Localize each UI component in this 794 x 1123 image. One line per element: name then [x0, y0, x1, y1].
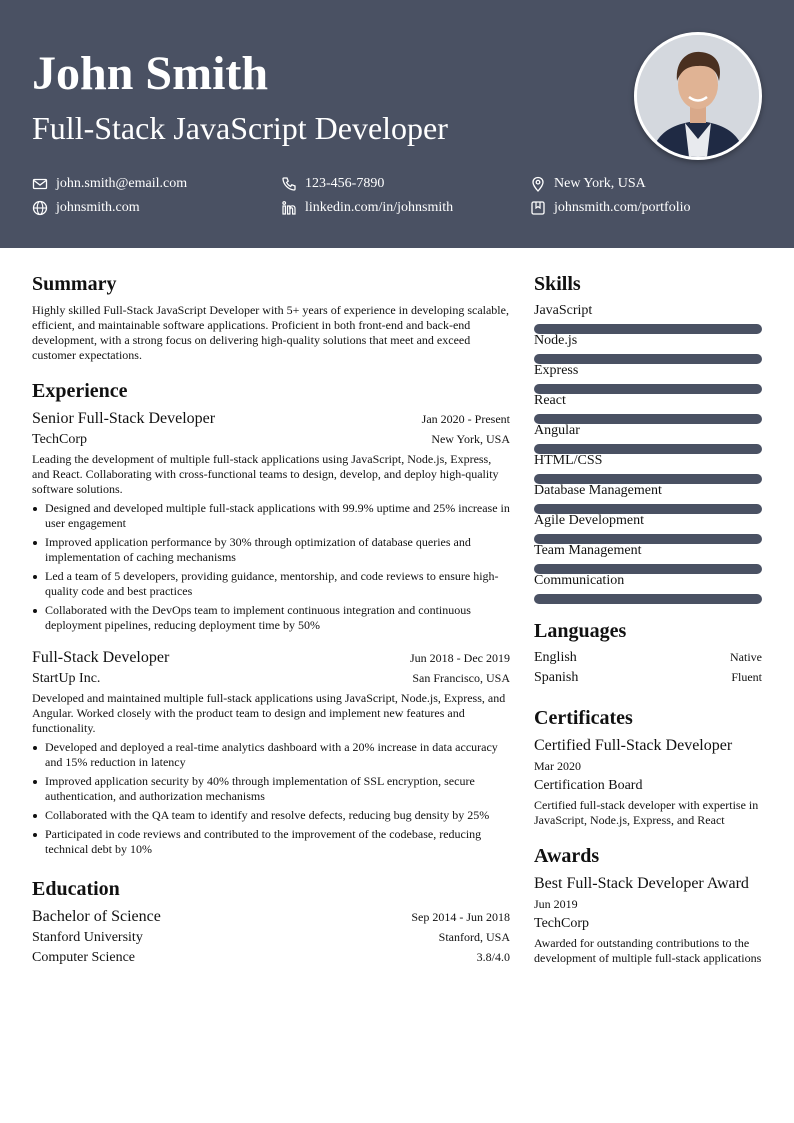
candidate-title: Full-Stack JavaScript Developer — [32, 110, 448, 146]
language-item — [534, 669, 762, 687]
certificate-name: Certified Full-Stack Developer — [534, 737, 733, 754]
job-dates: Jan 2020 - Present — [421, 412, 510, 426]
language-level: Fluent — [731, 670, 762, 684]
achievement-item: Developed and deployed a real-time analytics dashboard with a 20% increase in data accuracy and 15% reduction in latency — [45, 740, 510, 770]
skill-item — [534, 422, 762, 454]
job-achievements — [32, 501, 510, 637]
job-dates: Jun 2018 - Dec 2019 — [410, 651, 510, 665]
certificate-date: Mar 2020 — [534, 759, 581, 773]
skill-item — [534, 572, 762, 604]
contact-portfolio-text: johnsmith.com/portfolio — [554, 200, 691, 215]
language-name: English — [534, 650, 577, 665]
achievement-item: Participated in code reviews and contributed to the improvement of the codebase, reducing technical debt by 10% — [45, 827, 510, 857]
education-field-row — [32, 949, 510, 967]
profile-photo — [634, 32, 762, 160]
skill-item — [534, 332, 762, 364]
education-heading: Education — [32, 878, 120, 900]
award-name: Best Full-Stack Developer Award — [534, 875, 749, 892]
awards-heading: Awards — [534, 845, 600, 867]
award-issuer: TechCorp — [534, 916, 590, 931]
certificate-description: Certified full-stack developer with expertise in JavaScript, Node.js, Express, and React — [534, 798, 759, 827]
skill-item — [534, 482, 762, 514]
linkedin-icon — [281, 200, 297, 216]
contact-location-text: New York, USA — [554, 176, 646, 191]
achievement-item: Improved application performance by 30% through optimization of database queries and implementation of caching mechanisms — [45, 535, 510, 565]
job-title: Full-Stack Developer — [32, 649, 170, 666]
education-location: Stanford, USA — [438, 930, 510, 944]
phone-icon — [281, 176, 297, 192]
education-school-row — [32, 929, 510, 947]
skill-item — [534, 362, 762, 394]
achievement-item: Improved application security by 40% through implementation of SSL encryption, secure authentication, and authorization mechanisms — [45, 774, 510, 804]
experience-heading: Experience — [32, 380, 128, 402]
skill-name: HTML/CSS — [534, 453, 603, 468]
job-company-row — [32, 431, 510, 449]
contact-email[interactable] — [32, 175, 187, 193]
contact-website[interactable] — [32, 199, 140, 217]
achievement-item: Collaborated with the QA team to identify and resolve defects, reducing bug density by 25% — [45, 808, 510, 823]
job-company: TechCorp — [32, 432, 88, 447]
location-icon — [530, 176, 546, 192]
skill-name: Team Management — [534, 543, 642, 558]
achievement-item: Designed and developed multiple full-stack applications with 99.9% uptime and 25% increase in user engagement — [45, 501, 510, 530]
person-photo-icon — [637, 35, 759, 157]
contact-location — [530, 175, 646, 193]
contact-phone[interactable] — [281, 175, 384, 193]
candidate-name: John Smith — [32, 47, 269, 100]
skill-item — [534, 452, 762, 484]
contact-website-text: johnsmith.com — [56, 200, 140, 215]
job-company: StartUp Inc. — [32, 671, 101, 686]
job-title: Senior Full-Stack Developer — [32, 410, 216, 427]
summary-text: Highly skilled Full-Stack JavaScript Developer with 5+ years of experience in developing scalable, efficient, and maintainable software applications. Proficient in both front-end and back-end development, with a strong focus on delivering high-quality solutions that meet and exceed customer expectations. — [32, 303, 509, 362]
education-degree-row — [32, 907, 510, 927]
skill-name: Communication — [534, 573, 625, 588]
job-description: Leading the development of multiple full-stack applications using JavaScript, Node.js, Express, and React. Collaborating with cross-functional teams to design, develop, and deploy high-quality software solutions. — [32, 452, 499, 496]
mail-icon — [32, 176, 48, 192]
contact-email-text: john.smith@email.com — [56, 176, 188, 191]
skill-item — [534, 512, 762, 544]
skill-item — [534, 542, 762, 574]
skill-bar — [534, 594, 762, 604]
job-description: Developed and maintained multiple full-stack applications using JavaScript, Node.js, Express, and Angular. Worked closely with the product team to design and implement new features and functionality. — [32, 691, 506, 735]
certificate-issuer: Certification Board — [534, 778, 643, 793]
skill-name: Angular — [534, 423, 580, 438]
language-name: Spanish — [534, 670, 579, 685]
skills-heading: Skills — [534, 273, 581, 295]
achievement-item: Led a team of 5 developers, providing guidance, mentorship, and code reviews to ensure high-quality code and best practices — [45, 569, 510, 599]
skill-name: Node.js — [534, 333, 578, 348]
skill-name: React — [534, 393, 566, 408]
job-header — [32, 648, 510, 668]
resume-header — [0, 0, 794, 248]
achievement-item: Collaborated with the DevOps team to implement continuous integration and continuous deployment pipelines, reducing deployment time by 50% — [45, 603, 510, 633]
education-school: Stanford University — [32, 930, 143, 945]
skill-name: Express — [534, 363, 579, 378]
globe-icon — [32, 200, 48, 216]
job-location: San Francisco, USA — [412, 671, 510, 685]
contact-linkedin[interactable] — [281, 199, 453, 217]
award-date: Jun 2019 — [534, 897, 578, 911]
language-item — [534, 649, 762, 667]
skill-name: JavaScript — [534, 303, 593, 318]
skill-item — [534, 392, 762, 424]
summary-heading: Summary — [32, 273, 117, 295]
education-dates: Sep 2014 - Jun 2018 — [411, 910, 510, 924]
contact-linkedin-text: linkedin.com/in/johnsmith — [305, 200, 454, 215]
skill-name: Database Management — [534, 483, 662, 498]
education-gpa: 3.8/4.0 — [476, 950, 510, 964]
skill-bar-fill — [534, 594, 762, 604]
languages-heading: Languages — [534, 620, 627, 642]
skill-name: Agile Development — [534, 513, 645, 528]
job-company-row — [32, 670, 510, 688]
award-description: Awarded for outstanding contributions to the development of multiple full-stack applications — [534, 936, 762, 965]
language-level: Native — [730, 650, 762, 664]
portfolio-icon — [530, 200, 546, 216]
education-degree: Bachelor of Science — [32, 908, 161, 925]
job-location: New York, USA — [431, 432, 510, 446]
job-header — [32, 409, 510, 429]
skill-item — [534, 302, 762, 334]
contact-phone-text: 123-456-7890 — [305, 176, 385, 191]
certificates-heading: Certificates — [534, 707, 633, 729]
education-field: Computer Science — [32, 950, 136, 965]
job-achievements — [32, 740, 510, 861]
contact-portfolio[interactable] — [530, 199, 691, 217]
